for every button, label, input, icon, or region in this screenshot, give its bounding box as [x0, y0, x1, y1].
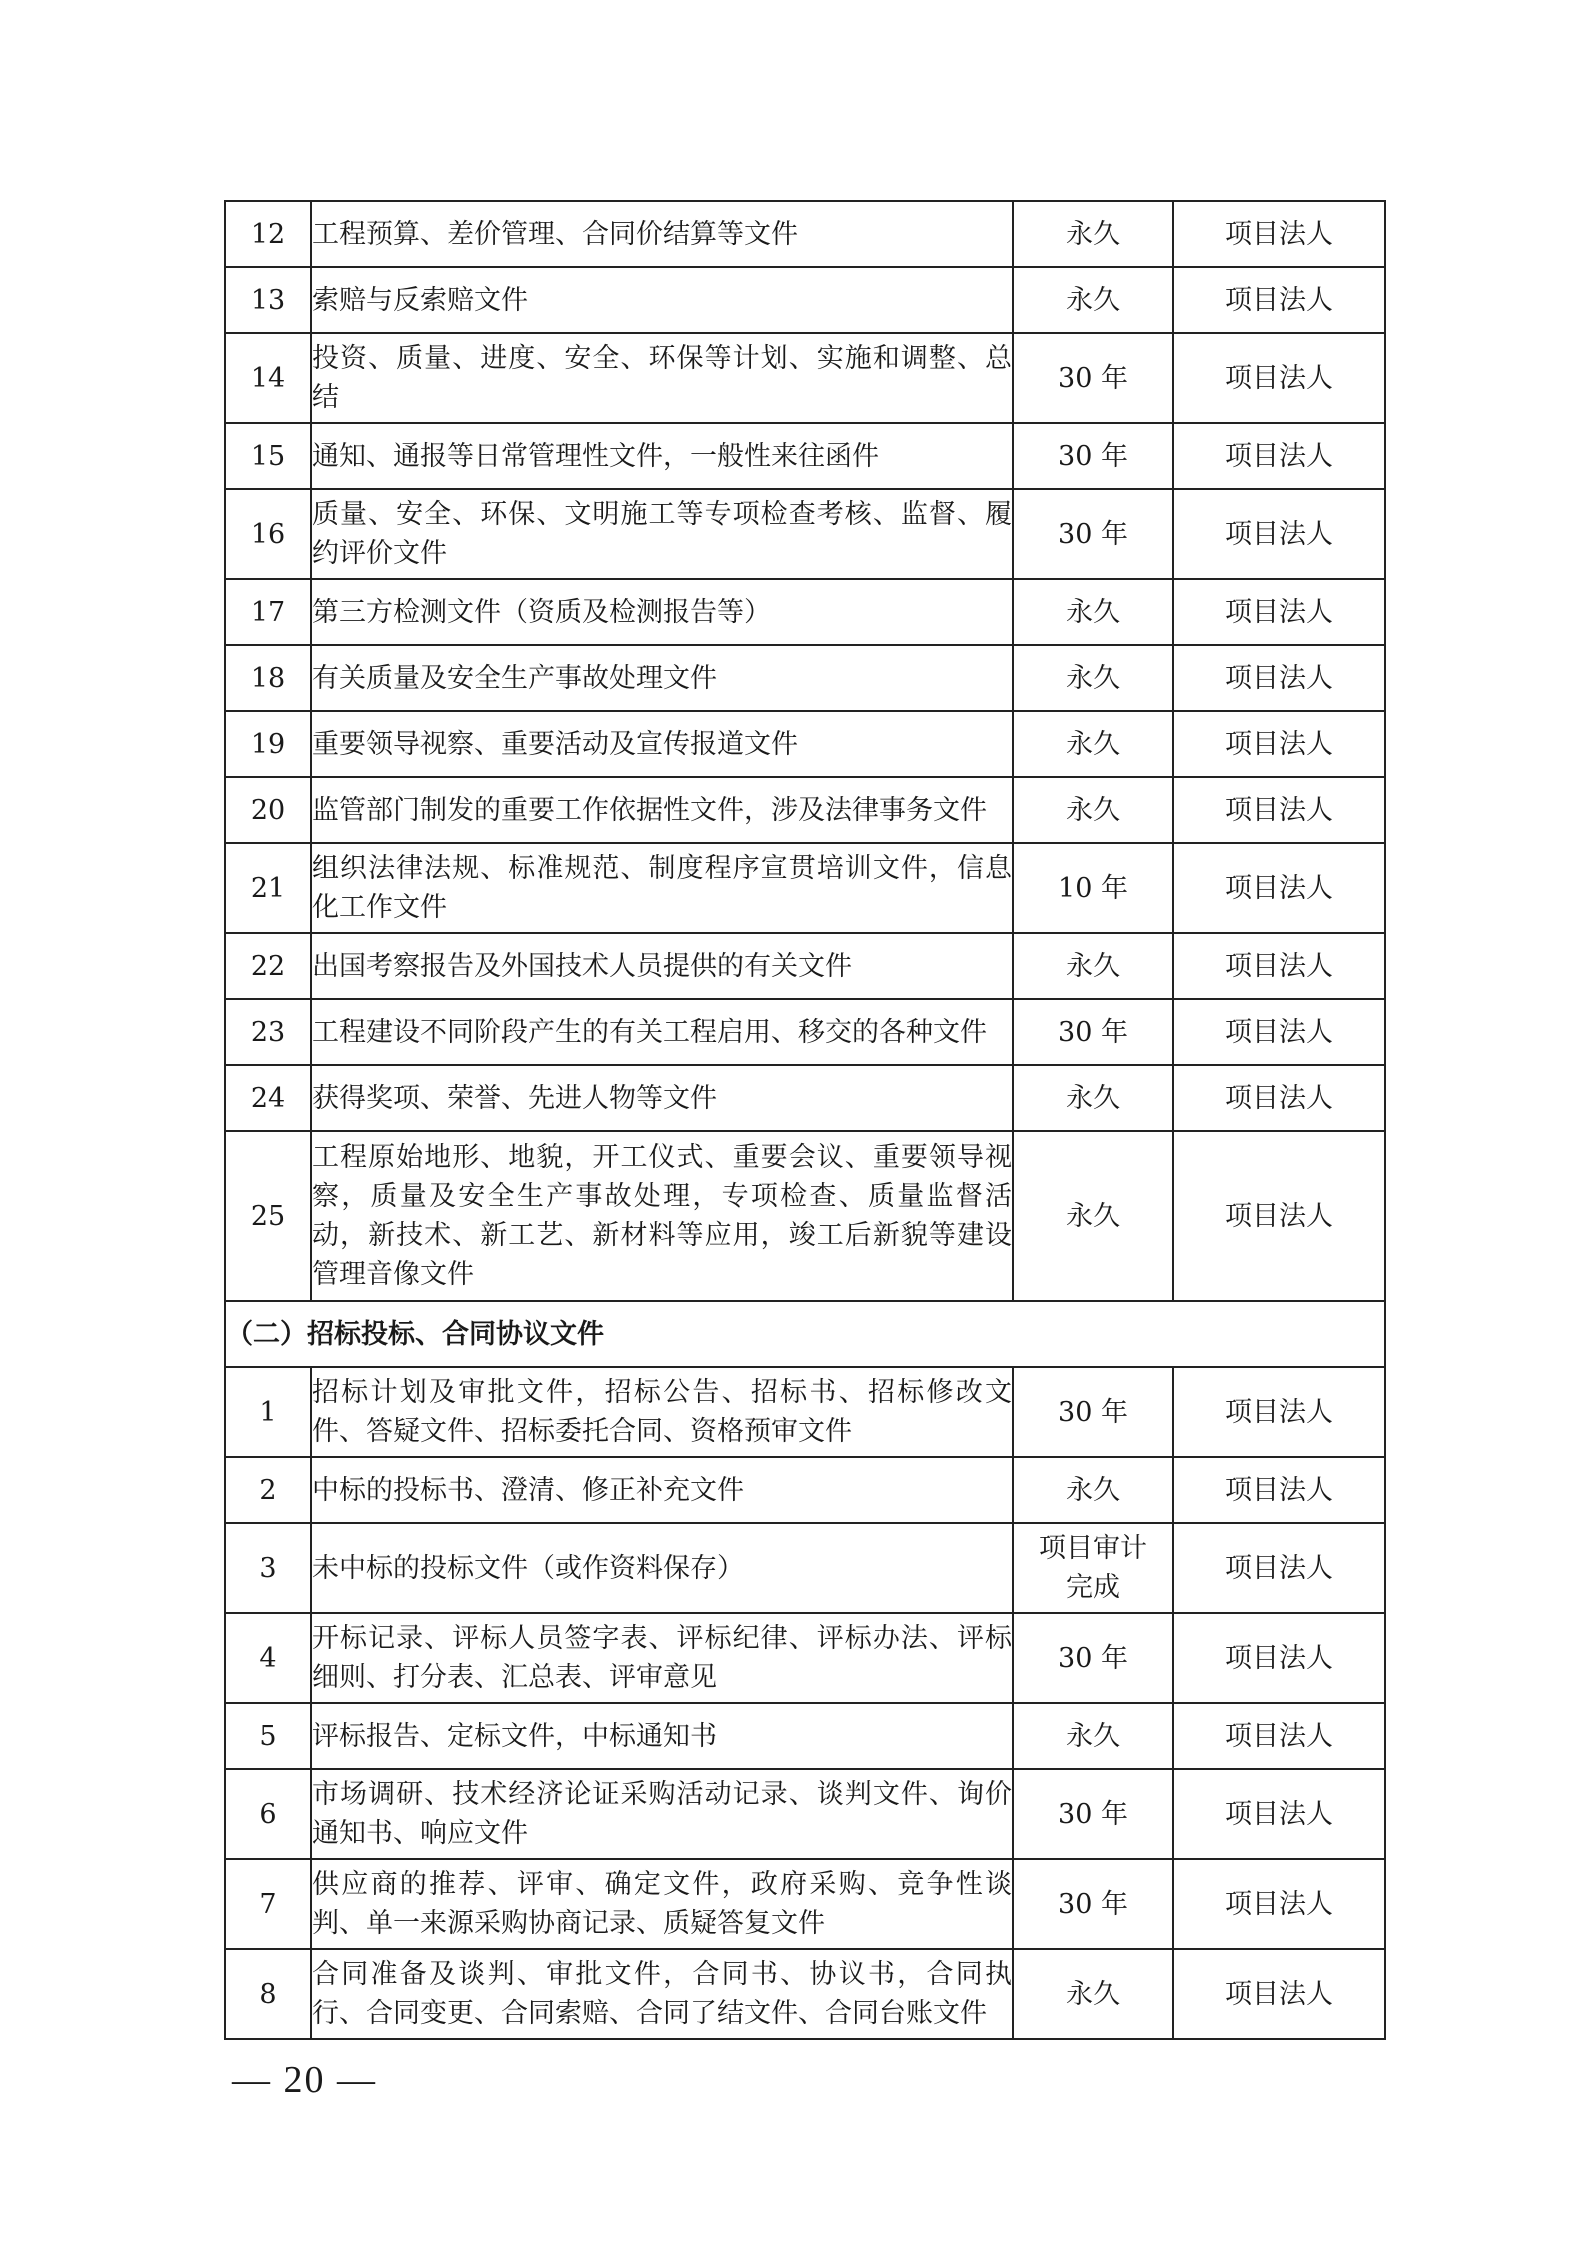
row-description: 工程原始地形、地貌，开工仪式、重要会议、重要领导视察，质量及安全生产事故处理，专项检查、质量监督活动，新技术、新工艺、新材料等应用，竣工后新貌等建设管理音像文件	[311, 1131, 1013, 1301]
row-number: 15	[225, 423, 311, 489]
row-number: 16	[225, 489, 311, 579]
page-number: — 20 —	[232, 2059, 377, 2101]
table-row	[225, 843, 1385, 933]
table-row	[225, 1949, 1385, 2039]
responsible-party: 项目法人	[1173, 1131, 1385, 1301]
table-row	[225, 201, 1385, 267]
retention-period: 永久	[1013, 1703, 1173, 1769]
row-description: 重要领导视察、重要活动及宣传报道文件	[311, 711, 1013, 777]
responsible-party: 项目法人	[1173, 1065, 1385, 1131]
row-description: 组织法律法规、标准规范、制度程序宣贯培训文件，信息化工作文件	[311, 843, 1013, 933]
responsible-party: 项目法人	[1173, 999, 1385, 1065]
responsible-party: 项目法人	[1173, 1523, 1385, 1613]
responsible-party: 项目法人	[1173, 1703, 1385, 1769]
retention-period: 10 年	[1013, 843, 1173, 933]
responsible-party: 项目法人	[1173, 267, 1385, 333]
responsible-party: 项目法人	[1173, 1457, 1385, 1523]
table-row	[225, 1613, 1385, 1703]
table-row	[225, 933, 1385, 999]
responsible-party: 项目法人	[1173, 645, 1385, 711]
retention-period: 永久	[1013, 201, 1173, 267]
table-row	[225, 579, 1385, 645]
retention-period: 30 年	[1013, 1613, 1173, 1703]
row-description: 通知、通报等日常管理性文件，一般性来往函件	[311, 423, 1013, 489]
row-description: 市场调研、技术经济论证采购活动记录、谈判文件、询价通知书、响应文件	[311, 1769, 1013, 1859]
retention-period: 30 年	[1013, 1859, 1173, 1949]
retention-period: 永久	[1013, 777, 1173, 843]
table-row	[225, 1769, 1385, 1859]
row-description: 索赔与反索赔文件	[311, 267, 1013, 333]
retention-period: 永久	[1013, 579, 1173, 645]
retention-period: 项目审计完成	[1013, 1523, 1173, 1613]
row-description: 未中标的投标文件（或作资料保存）	[311, 1523, 1013, 1613]
responsible-party: 项目法人	[1173, 843, 1385, 933]
table-row	[225, 1457, 1385, 1523]
table-row	[225, 1859, 1385, 1949]
retention-period: 30 年	[1013, 423, 1173, 489]
section-header-row	[225, 1301, 1385, 1367]
retention-period: 30 年	[1013, 333, 1173, 423]
responsible-party: 项目法人	[1173, 579, 1385, 645]
row-number: 24	[225, 1065, 311, 1131]
responsible-party: 项目法人	[1173, 489, 1385, 579]
row-number: 21	[225, 843, 311, 933]
retention-period: 30 年	[1013, 489, 1173, 579]
row-number: 4	[225, 1613, 311, 1703]
retention-period: 永久	[1013, 933, 1173, 999]
responsible-party: 项目法人	[1173, 333, 1385, 423]
row-description: 招标计划及审批文件，招标公告、招标书、招标修改文件、答疑文件、招标委托合同、资格预审文件	[311, 1367, 1013, 1457]
responsible-party: 项目法人	[1173, 1367, 1385, 1457]
row-description: 监管部门制发的重要工作依据性文件，涉及法律事务文件	[311, 777, 1013, 843]
row-description: 供应商的推荐、评审、确定文件，政府采购、竞争性谈判、单一来源采购协商记录、质疑答复文件	[311, 1859, 1013, 1949]
archive-retention-table	[224, 200, 1386, 2040]
table-row	[225, 645, 1385, 711]
responsible-party: 项目法人	[1173, 423, 1385, 489]
table-row	[225, 1703, 1385, 1769]
retention-period: 永久	[1013, 1065, 1173, 1131]
responsible-party: 项目法人	[1173, 933, 1385, 999]
retention-period: 永久	[1013, 645, 1173, 711]
retention-period: 30 年	[1013, 999, 1173, 1065]
row-number: 18	[225, 645, 311, 711]
row-number: 17	[225, 579, 311, 645]
row-description: 合同准备及谈判、审批文件，合同书、协议书，合同执行、合同变更、合同索赔、合同了结文件、合同台账文件	[311, 1949, 1013, 2039]
row-description: 质量、安全、环保、文明施工等专项检查考核、监督、履约评价文件	[311, 489, 1013, 579]
responsible-party: 项目法人	[1173, 711, 1385, 777]
row-number: 13	[225, 267, 311, 333]
table-row	[225, 1367, 1385, 1457]
row-number: 7	[225, 1859, 311, 1949]
table-row	[225, 711, 1385, 777]
responsible-party: 项目法人	[1173, 1769, 1385, 1859]
retention-period: 30 年	[1013, 1367, 1173, 1457]
retention-period: 永久	[1013, 1131, 1173, 1301]
row-number: 3	[225, 1523, 311, 1613]
responsible-party: 项目法人	[1173, 1859, 1385, 1949]
row-description: 工程预算、差价管理、合同价结算等文件	[311, 201, 1013, 267]
row-number: 20	[225, 777, 311, 843]
table-row	[225, 1065, 1385, 1131]
row-description: 出国考察报告及外国技术人员提供的有关文件	[311, 933, 1013, 999]
table-row	[225, 333, 1385, 423]
row-number: 14	[225, 333, 311, 423]
responsible-party: 项目法人	[1173, 1613, 1385, 1703]
table-row	[225, 489, 1385, 579]
row-description: 中标的投标书、澄清、修正补充文件	[311, 1457, 1013, 1523]
section-title: （二）招标投标、合同协议文件	[225, 1301, 1385, 1367]
row-description: 获得奖项、荣誉、先进人物等文件	[311, 1065, 1013, 1131]
row-description: 投资、质量、进度、安全、环保等计划、实施和调整、总结	[311, 333, 1013, 423]
row-description: 第三方检测文件（资质及检测报告等）	[311, 579, 1013, 645]
row-number: 22	[225, 933, 311, 999]
responsible-party: 项目法人	[1173, 1949, 1385, 2039]
row-number: 6	[225, 1769, 311, 1859]
row-number: 12	[225, 201, 311, 267]
table-row	[225, 267, 1385, 333]
row-number: 23	[225, 999, 311, 1065]
table-row	[225, 423, 1385, 489]
row-description: 开标记录、评标人员签字表、评标纪律、评标办法、评标细则、打分表、汇总表、评审意见	[311, 1613, 1013, 1703]
row-description: 工程建设不同阶段产生的有关工程启用、移交的各种文件	[311, 999, 1013, 1065]
row-number: 5	[225, 1703, 311, 1769]
row-number: 1	[225, 1367, 311, 1457]
row-number: 25	[225, 1131, 311, 1301]
row-number: 19	[225, 711, 311, 777]
table-row	[225, 1523, 1385, 1613]
retention-period: 永久	[1013, 1457, 1173, 1523]
table-row	[225, 999, 1385, 1065]
retention-period: 永久	[1013, 1949, 1173, 2039]
retention-period: 永久	[1013, 711, 1173, 777]
row-number: 2	[225, 1457, 311, 1523]
row-number: 8	[225, 1949, 311, 2039]
row-description: 有关质量及安全生产事故处理文件	[311, 645, 1013, 711]
retention-period: 30 年	[1013, 1769, 1173, 1859]
responsible-party: 项目法人	[1173, 201, 1385, 267]
table-row	[225, 1131, 1385, 1301]
retention-period: 永久	[1013, 267, 1173, 333]
table-body	[225, 201, 1385, 2039]
row-description: 评标报告、定标文件，中标通知书	[311, 1703, 1013, 1769]
responsible-party: 项目法人	[1173, 777, 1385, 843]
table-row	[225, 777, 1385, 843]
